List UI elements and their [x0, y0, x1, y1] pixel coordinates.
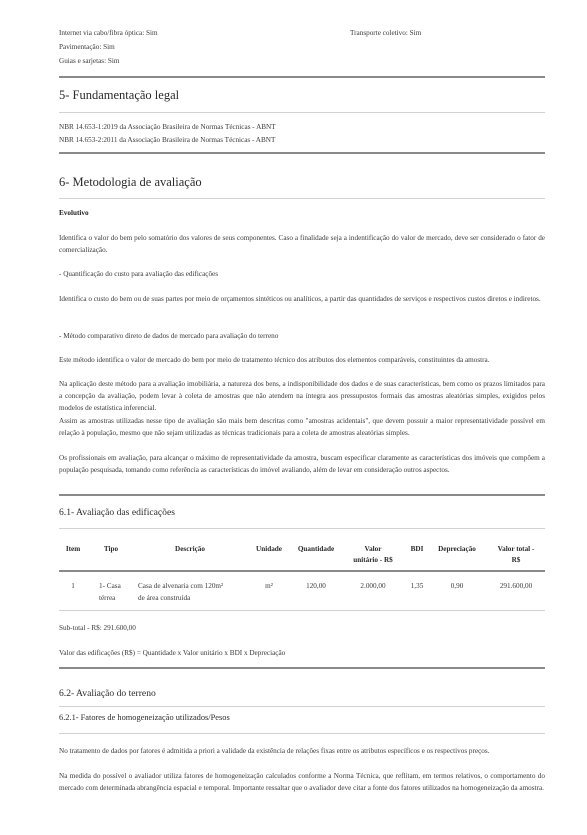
col-header-item: Item: [65, 545, 81, 553]
cell-descricao: [138, 580, 250, 604]
col-header-valor-unitario: [343, 544, 403, 566]
divider: [59, 112, 545, 113]
subtotal: Sub-total - R$: 291.600,00: [59, 624, 136, 632]
legal-line-2: NBR 14.653-2:2011 da Associação Brasileira de Normas Técnicas - ABNT: [59, 136, 276, 144]
divider: [59, 667, 545, 669]
cell-item: 1: [71, 582, 75, 590]
section-6-title: 6- Metodologia de avaliação: [59, 175, 202, 189]
paragraph: Os profissionais em avaliação, para alcançar o máximo de representatividade da amostra, buscam especificar claramente as características dos imóveis que compõem a população pesquisada, tomando como referência as características do imóvel avaliando, além de levar em consideração outros aspectos.: [59, 454, 545, 474]
col-header-tipo: Tipo: [103, 545, 119, 553]
paragraph: Identifica o custo do bem ou de suas partes por meio de orçamentos sintéticos ou analíticos, a partir das quantidades de serviços e respectivos custos diretos e indiretos.: [59, 295, 541, 303]
col-header-valor-line-1: Valor: [364, 545, 382, 553]
legal-line-1: NBR 14.653-1:2019 da Associação Brasileira de Normas Técnicas - ABNT: [59, 123, 276, 131]
paragraph: Este método identifica o valor de mercado do bem por meio de tratamento técnico dos atributos dos elementos comparáveis, constituintes da amostra.: [59, 356, 490, 364]
cell-tipo: [99, 580, 131, 604]
table-header-rule: [59, 570, 545, 572]
cell-depreciacao: 0,90: [450, 582, 464, 590]
paragraph: Na medida do possível o avaliador utiliza fatores de homogeneização calculados conforme a Norma Técnica, que reflitam, em termos relativos, o comportamento do mercado com determinada abrangência espacial e temporal. Importante ressaltar que o avaliador deve citar a fonte dos fatores utilizados na homogeneização da amostra.: [59, 772, 545, 792]
paragraph: Identifica o valor do bem pelo somatório dos valores de seus componentes. Caso a finalidade seja a indentificação do valor de mercado, deve ser considerado o fator de comercialização.: [59, 234, 545, 254]
cell-descricao-line-1: Casa de alvenaria com 120m²: [138, 582, 224, 590]
infra-transporte: Transporte coletivo: Sim: [350, 29, 422, 37]
col-header-valor-line-2: unitário - R$: [353, 556, 393, 564]
divider: [59, 494, 545, 496]
section-6-2-title: 6.2- Avaliação do terreno: [59, 688, 156, 699]
formula: Valor das edificações (R$) = Quantidade x Valor unitário x BDI x Depreciação: [59, 649, 286, 657]
table-row-rule: [59, 610, 545, 611]
section-5-title: 5- Fundamentação legal: [59, 88, 180, 102]
cell-tipo-line-1: 1- Casa: [99, 582, 121, 590]
paragraph: Na aplicação deste método para a avaliação imobiliária, a natureza dos bens, a indisponibilidade dos dados e de suas características, bem como os prazos limitados para a concepção da avaliação, podem levar à coleta de amostras que não atendem na íntegra aos pressupostos formais das amostras aleatórias simples, exigidos pelos modelos de estatística inferencial.: [59, 380, 545, 412]
divider: [59, 733, 545, 734]
cell-bdi: 1,35: [410, 582, 424, 590]
col-header-depreciacao: Depreciação: [438, 545, 476, 553]
method-subtitle: Evolutivo: [59, 209, 89, 217]
cell-valor-unitario: 2.000,00: [360, 582, 386, 590]
divider: [59, 76, 545, 78]
col-header-bdi: BDI: [410, 545, 424, 553]
col-header-descricao: Descrição: [175, 545, 205, 553]
col-header-unidade: Unidade: [256, 545, 282, 553]
method-item-1: - Quantificação do custo para avaliação das edificações: [59, 270, 219, 278]
divider: [59, 528, 545, 529]
cell-quantidade: 120,00: [306, 582, 326, 590]
divider: [59, 152, 545, 154]
cell-valor-total: 291.600,00: [499, 582, 533, 590]
infra-pavimentacao: Pavimentação: Sim: [59, 43, 115, 51]
infra-internet: Internet via cabo/fibra óptica: Sim: [59, 29, 158, 37]
cell-tipo-line-2: térrea: [99, 594, 116, 602]
section-6-1-title: 6.1- Avaliação das edificações: [59, 507, 175, 518]
method-item-2: - Método comparativo direto de dados de mercado para avaliação do terreno: [59, 332, 279, 340]
col-header-valor-total: [487, 544, 545, 566]
cell-unidade: m²: [265, 582, 273, 590]
col-header-total-line-1: Valor total -: [497, 545, 535, 553]
paragraph: Assim as amostras utilizadas nesse tipo de avaliação são mais bem descritas como "amostras acidentais", que devem possuir a maior representatividade possível em relação à população, mesmo que não sejam utilizadas as técnicas tradicionais para a coleta de amostras aleatórias simples.: [59, 417, 545, 437]
col-header-quantidade: Quantidade: [297, 545, 335, 553]
cell-descricao-line-2: de área construída: [138, 594, 191, 602]
paragraph: No tratamento de dados por fatores é admitida a priori a validade da existência de relações fixas entre os atributos específicos e os respectivos preços.: [59, 747, 490, 755]
divider: [59, 198, 545, 199]
col-header-total-line-2: R$: [511, 556, 521, 564]
infra-guias: Guias e sarjetas: Sim: [59, 57, 120, 65]
divider: [59, 706, 545, 707]
section-6-2-1-title: 6.2.1- Fatores de homogeneização utilizados/Pesos: [59, 713, 230, 722]
